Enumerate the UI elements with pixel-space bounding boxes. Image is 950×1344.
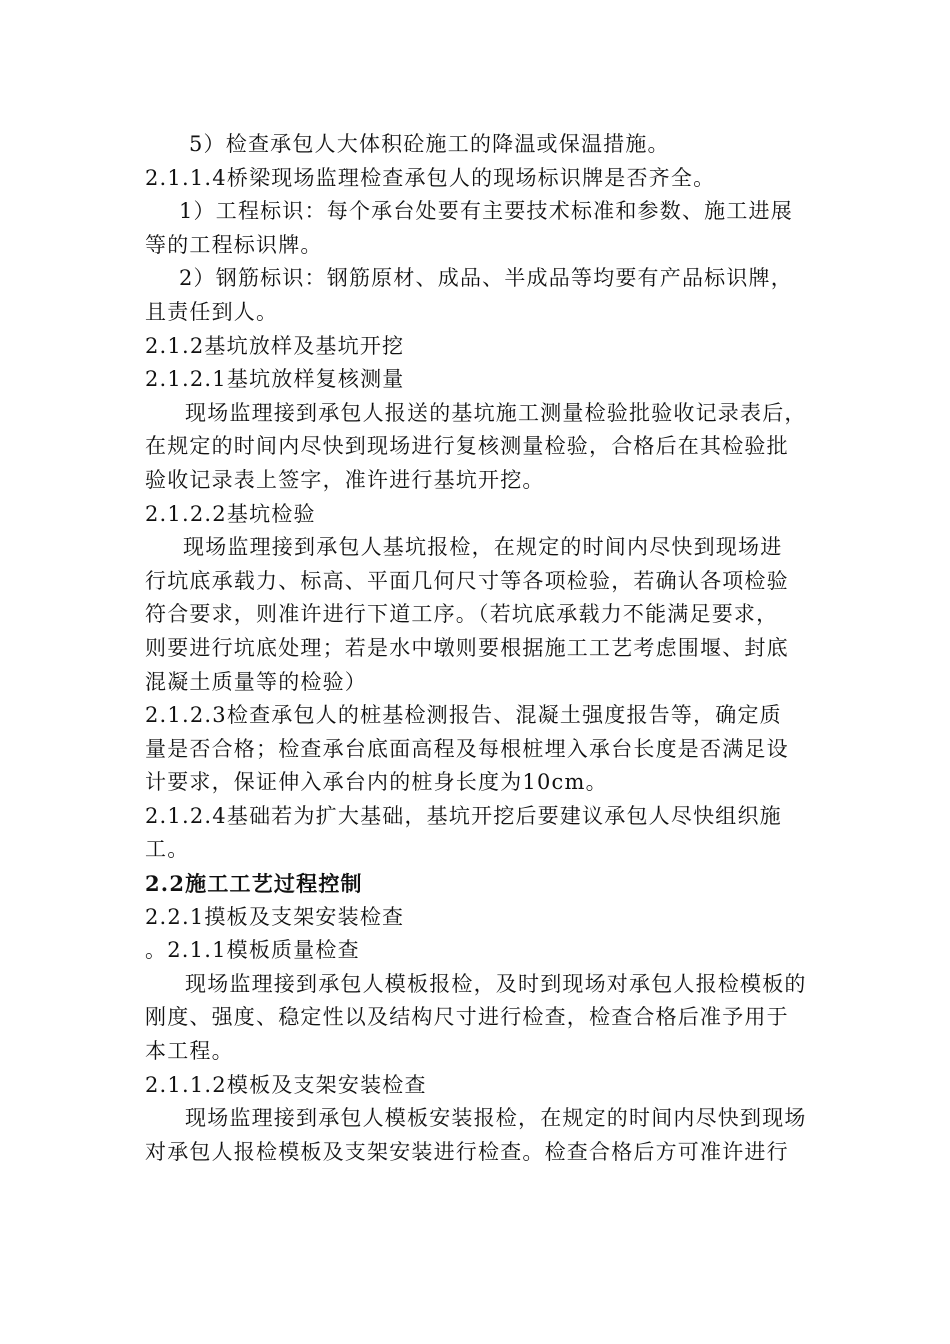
section-heading-bold: 2.2施工工艺过程控制 [145,871,363,897]
text-line: 符合要求，则准许进行下道工序。（若坑底承载力不能满足要求， [145,602,779,627]
text-line: 2）钢筋标识：钢筋原材、成品、半成品等均要有产品标识牌， [179,266,793,291]
section-heading: 2.1.1.2模板及支架安装检查 [145,1072,427,1097]
text-line: 5）检查承包人大体积砼施工的降温或保温措施。 [189,132,670,156]
text-line: 对承包人报检模板及支架安装进行检查。检查合格后方可准许进行 [145,1139,789,1164]
text-line: 等的工程标识牌。 [145,232,323,257]
text-line: 工。 [145,837,190,862]
section-heading: 2.1.2.4基础若为扩大基础，基坑开挖后要建议承包人尽快组织施 [145,803,782,828]
text-line: 在规定的时间内尽快到现场进行复核测量检验，合格后在其检验批 [145,434,789,459]
section-heading: 2.1.1.4桥梁现场监理检查承包人的现场标识牌是否齐全。 [145,165,716,190]
text-line: 现场监理接到承包人基坑报检，在规定的时间内尽快到现场进 [183,535,783,560]
text-line: 行坑底承载力、标高、平面几何尺寸等各项检验，若确认各项检验 [145,568,789,593]
text-line: 计要求，保证伸入承台内的桩身长度为10cm。 [145,770,608,795]
section-heading: 2.1.2基坑放样及基坑开挖 [145,333,405,358]
text-line: 1）工程标识：每个承台处要有主要技术标准和参数、施工进展 [179,199,793,224]
text-line: 验收记录表上签字，准许进行基坑开挖。 [145,467,545,492]
text-line: 本工程。 [145,1039,234,1064]
text-line: 量是否合格；检查承台底面高程及每根桩埋入承台长度是否满足设 [145,736,789,761]
document-body [145,128,805,1169]
section-heading: 2.2.1摸板及支架安装检查 [145,904,405,929]
text-line: 混凝土质量等的检验） [145,669,367,694]
text-line: 则要进行坑底处理；若是水中墩则要根据施工工艺考虑围堰、封底 [145,635,789,660]
section-heading: 2.1.2.2基坑检验 [145,501,316,526]
text-line: 现场监理接到承包人模板报检，及时到现场对承包人报检模板的 [185,971,807,996]
section-heading: 2.1.2.3检查承包人的桩基检测报告、混凝土强度报告等，确定质 [145,703,782,728]
section-heading: 。2.1.1模板质量检查 [145,938,360,963]
text-line: 刚度、强度、稳定性以及结构尺寸进行检查，检查合格后准予用于 [145,1005,789,1030]
text-line: 现场监理接到承包人模板安装报检，在规定的时间内尽快到现场 [185,1106,807,1131]
section-heading: 2.1.2.1基坑放样复核测量 [145,367,405,392]
text-line: 现场监理接到承包人报送的基坑施工测量检验批验收记录表后， [185,400,807,425]
text-line: 且责任到人。 [145,299,279,324]
